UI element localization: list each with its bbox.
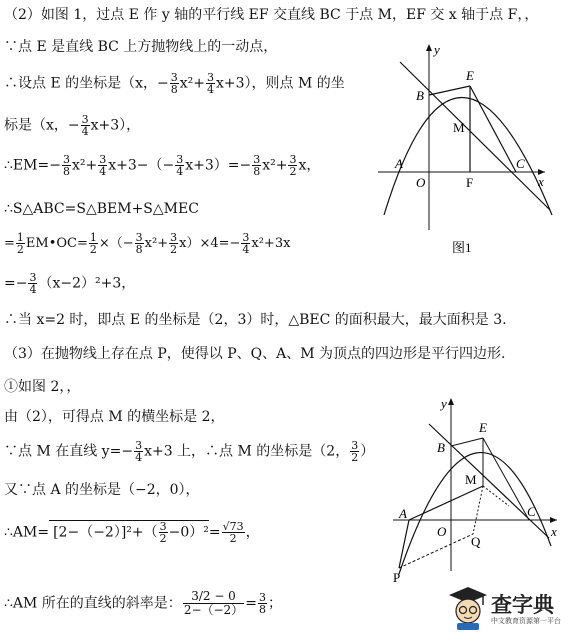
text-segment: ∴AM= xyxy=(4,524,50,541)
denominator: 2 xyxy=(351,451,359,464)
text-line xyxy=(4,154,320,177)
radicand-part: −0）² xyxy=(168,524,209,541)
label-p: P xyxy=(393,570,401,585)
label-y: y xyxy=(434,42,440,57)
fraction xyxy=(350,440,359,463)
text-segment: x+3−（− xyxy=(108,157,175,174)
label-e: E xyxy=(479,420,487,435)
text-segment: = xyxy=(245,595,257,612)
text-segment: ×（− xyxy=(98,236,134,251)
label-a: A xyxy=(399,506,407,521)
segment-be xyxy=(451,438,483,446)
text-segment: （x−2）²+3， xyxy=(38,275,136,292)
text-segment: x+3）， xyxy=(90,117,141,134)
figure-caption: 图1 xyxy=(452,240,472,255)
label-b: B xyxy=(437,440,445,455)
segment-am xyxy=(409,486,483,520)
figure-2 xyxy=(385,396,565,591)
text-segment: ∴EM=− xyxy=(4,157,61,174)
denominator: 8 xyxy=(135,243,143,256)
radicand-part: [2−（−2）]²+（ xyxy=(53,524,158,541)
text-line: ∴S△ABC=S△BEM+S△MEC xyxy=(4,201,199,217)
fraction xyxy=(252,154,261,177)
segment-mq xyxy=(473,486,483,534)
fraction xyxy=(28,272,37,295)
denominator: 8 xyxy=(258,603,266,616)
text-line xyxy=(4,590,282,617)
fraction xyxy=(81,114,90,137)
label-c: C xyxy=(527,504,536,519)
numerator: 3 xyxy=(242,231,250,244)
text-line: ∴AM= [2−（−2）]²+（ $\frac{3}{2}$ −0）²= $\frac{√73}{2}$ ， xyxy=(4,520,260,545)
text-segment: = xyxy=(208,524,221,541)
parabola xyxy=(384,98,552,216)
denominator: 8 xyxy=(62,165,70,178)
label-c: C xyxy=(516,156,525,171)
denominator: 4 xyxy=(207,83,214,96)
logo-subtitle: 中文教育资源第一平台 xyxy=(491,617,561,625)
denominator: 4 xyxy=(242,243,250,256)
text-line: 由（2），可得点 M 的横坐标是 2， xyxy=(4,409,225,425)
numerator: 3 xyxy=(170,71,178,84)
fraction xyxy=(169,232,178,255)
segment-ec xyxy=(483,438,529,520)
numerator: 3 xyxy=(135,231,143,244)
fraction xyxy=(62,154,71,177)
text-segment: x）×4=− xyxy=(179,236,241,251)
fraction xyxy=(222,521,245,544)
numerator: 3 xyxy=(351,439,359,452)
numerator: 3 xyxy=(170,231,178,244)
text-line: （2）如图 1，过点 E 作 y 轴的平行线 EF 交直线 BC 于点 M，EF 交 x 轴于点 F，， xyxy=(4,7,539,23)
denominator: 4 xyxy=(29,283,37,296)
fraction xyxy=(134,440,143,463)
text-line: ∵点 E 是直线 BC 上方抛物线上的一动点， xyxy=(4,39,278,55)
label-o: O xyxy=(416,175,426,190)
fraction xyxy=(135,232,144,255)
denominator: 4 xyxy=(176,165,184,178)
numerator: 3 xyxy=(207,71,214,84)
numerator: 3 xyxy=(99,153,107,166)
text-segment: x²+ xyxy=(144,236,169,251)
site-logo xyxy=(447,585,565,633)
text-segment: x， xyxy=(298,157,321,174)
numerator: 3 xyxy=(62,153,70,166)
text-line xyxy=(4,72,345,95)
denominator: 2 xyxy=(289,165,297,178)
fraction xyxy=(170,72,179,95)
denominator: 2−（−2） xyxy=(183,603,244,617)
text-segment: ∵点 M 在直线 y=− xyxy=(4,443,134,460)
fraction xyxy=(206,72,215,95)
numerator: 3 xyxy=(258,591,266,604)
graduate-mascot-icon xyxy=(447,585,489,631)
denominator: 2 xyxy=(159,532,167,545)
segment-ec xyxy=(470,86,516,172)
label-x: x xyxy=(551,524,557,539)
numerator: 3/2 − 0 xyxy=(183,590,244,604)
segment-pq xyxy=(399,534,473,568)
text-line: ①如图 2，， xyxy=(4,379,81,395)
numerator: 1 xyxy=(16,231,24,244)
label-y: y xyxy=(441,396,447,411)
text-line xyxy=(4,232,290,255)
label-b: B xyxy=(416,88,424,103)
logo-title: 查字典 xyxy=(491,593,554,617)
fraction xyxy=(183,590,244,617)
fraction xyxy=(241,232,250,255)
text-line xyxy=(4,114,140,137)
denominator: 8 xyxy=(170,83,178,96)
label-a: A xyxy=(395,156,403,171)
line-bc xyxy=(429,424,549,538)
label-f: F xyxy=(466,175,474,190)
text-segment: x+3），则点 M 的坐 xyxy=(216,75,345,92)
text-segment: =− xyxy=(4,275,28,292)
denominator: 2 xyxy=(89,243,97,256)
segment-be xyxy=(429,86,470,95)
numerator: 3 xyxy=(159,520,167,533)
numerator: 3 xyxy=(81,113,89,126)
label-m: M xyxy=(453,120,465,135)
text-segment: ； xyxy=(267,595,282,612)
label-o: O xyxy=(437,524,447,539)
denominator: 2 xyxy=(16,243,24,256)
text-segment: 标是（x，− xyxy=(4,117,80,134)
fraction xyxy=(16,232,25,255)
text-line: （3）在抛物线上存在点 P，使得以 P、Q、A、M 为顶点的四边形是平行四边形. xyxy=(4,346,506,362)
text-line: ∴当 x=2 时，即点 E 的坐标是（2，3）时，△BEC 的面积最大，最大面积是 3. xyxy=(4,312,507,328)
denominator: 4 xyxy=(135,451,143,464)
numerator: 3 xyxy=(135,439,143,452)
label-x: x xyxy=(538,174,544,189)
text-segment: x²+3x xyxy=(251,236,291,251)
sqrt-expression xyxy=(49,520,209,544)
label-m: M xyxy=(465,472,477,487)
numerator: 1 xyxy=(89,231,97,244)
y-axis-arrow xyxy=(448,398,454,405)
denominator: 2 xyxy=(170,243,178,256)
fraction xyxy=(288,154,297,177)
denominator: 4 xyxy=(81,125,89,138)
label-q: Q xyxy=(471,534,481,549)
text-segment: x²+ xyxy=(71,157,98,174)
text-segment: x+3）=− xyxy=(185,157,252,174)
label-e: E xyxy=(466,68,474,83)
denominator: 2 xyxy=(229,532,237,545)
text-line xyxy=(4,272,135,295)
text-line xyxy=(4,440,374,463)
numerator: √73 xyxy=(222,520,244,533)
denominator: 4 xyxy=(99,165,107,178)
fraction xyxy=(258,592,267,615)
text-segment: EM•OC= xyxy=(25,236,88,251)
numerator: 3 xyxy=(289,153,297,166)
fraction xyxy=(89,232,98,255)
numerator: 3 xyxy=(29,271,37,284)
text-segment: ∴AM 所在的直线的斜率是： xyxy=(4,595,182,612)
text-line: 又∵点 A 的坐标是（−2，0）， xyxy=(4,482,200,498)
text-segment: ∴设点 E 的坐标是（x，− xyxy=(4,75,169,92)
fraction xyxy=(98,154,107,177)
numerator: 3 xyxy=(253,153,261,166)
denominator: 8 xyxy=(253,165,261,178)
y-axis-arrow xyxy=(426,44,432,51)
numerator: 3 xyxy=(176,153,184,166)
fraction xyxy=(159,521,168,544)
text-segment: x+3 上，∴点 M 的坐标是（2， xyxy=(144,443,350,460)
text-segment: x²+ xyxy=(262,157,288,174)
text-segment: = xyxy=(4,236,15,251)
figure-1 xyxy=(370,40,565,265)
text-segment: x²+ xyxy=(179,75,205,92)
fraction xyxy=(175,154,184,177)
text-segment: ） xyxy=(360,443,375,460)
x-axis-arrow xyxy=(550,517,557,523)
